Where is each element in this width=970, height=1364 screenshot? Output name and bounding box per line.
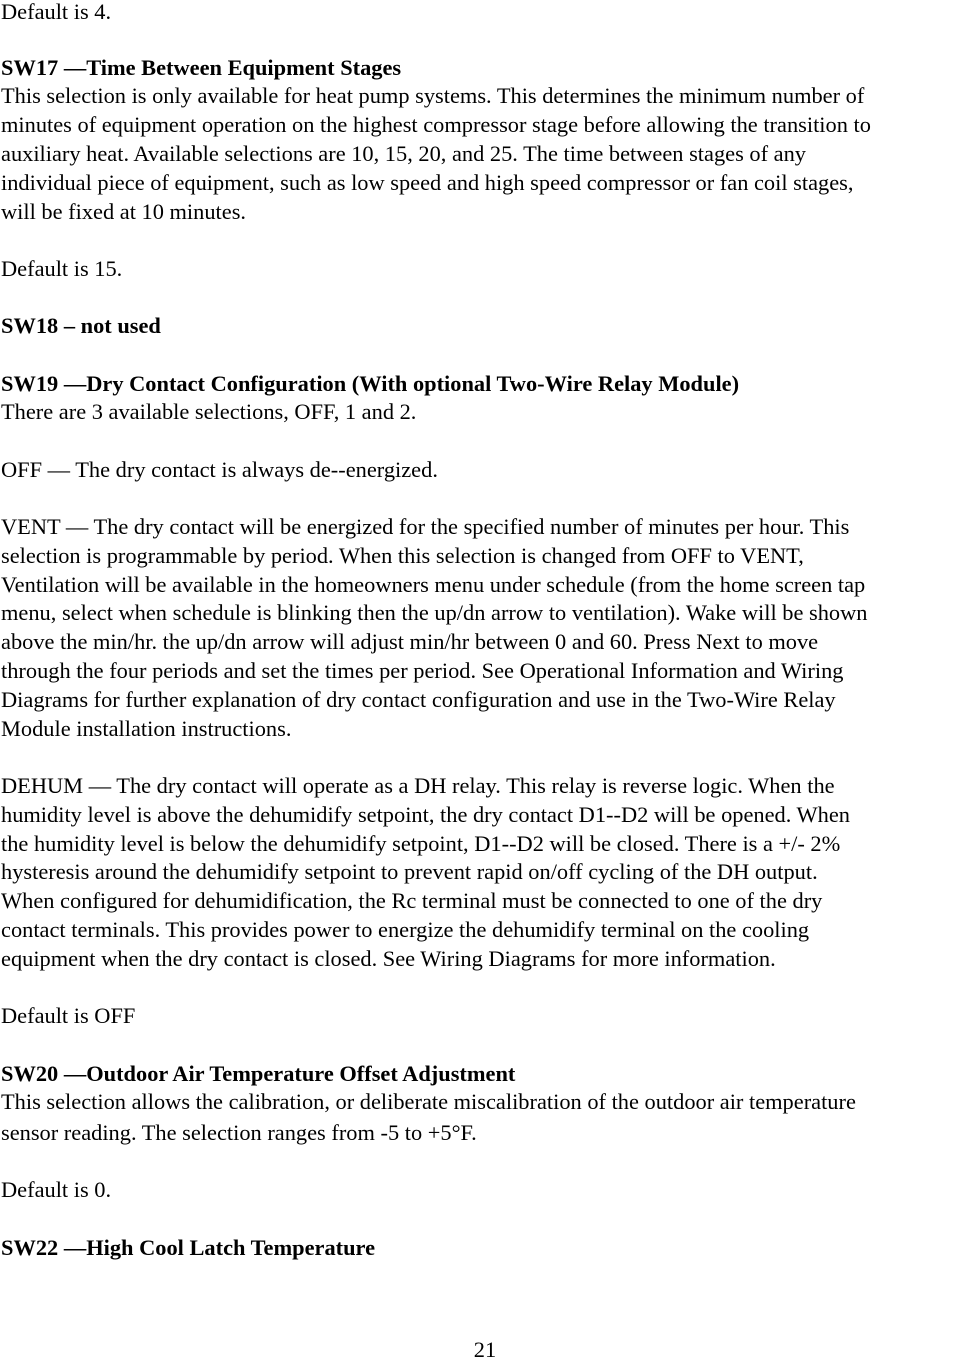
- text-line: contact terminals. This provides power to energize the dehumidify terminal on the cooling: [1, 917, 810, 942]
- text-line: VENT — The dry contact will be energized for the specified number of minutes per hour. This: [1, 514, 850, 539]
- text-line: Module installation instructions.: [1, 716, 292, 741]
- section-heading: SW20 —Outdoor Air Temperature Offset Adjustment: [1, 1061, 516, 1086]
- text-line: This selection allows the calibration, or deliberate miscalibration of the outdoor air temperature: [1, 1089, 856, 1114]
- section-heading: SW22 —High Cool Latch Temperature: [1, 1235, 376, 1260]
- text-line: the humidity level is below the dehumidify setpoint, D1--D2 will be closed. There is a +/- 2%: [1, 831, 841, 856]
- section-heading: SW19 —Dry Contact Configuration (With optional Two-Wire Relay Module): [1, 371, 740, 396]
- text-line: will be fixed at 10 minutes.: [1, 199, 247, 224]
- page-number: 21: [473, 1337, 497, 1362]
- text-line: through the four periods and set the times per period. See Operational Information and Wiring: [1, 658, 844, 683]
- text-line: humidity level is above the dehumidify setpoint, the dry contact D1--D2 will be opened. When: [1, 802, 850, 827]
- text-line: selection is programmable by period. When this selection is changed from OFF to VENT,: [1, 543, 804, 568]
- section-heading: SW18 – not used: [1, 313, 161, 338]
- text-line: menu, select when schedule is blinking then the up/dn arrow to ventilation). Wake will be shown: [1, 600, 868, 625]
- text-line: individual piece of equipment, such as low speed and high speed compressor or fan coil stages,: [1, 170, 854, 195]
- text-line: equipment when the dry contact is closed. See Wiring Diagrams for more information.: [1, 946, 776, 971]
- text-line: Diagrams for further explanation of dry contact configuration and use in the Two-Wire Relay: [1, 687, 836, 712]
- text-line: Default is 0.: [1, 1177, 112, 1202]
- text-line: minutes of equipment operation on the highest compressor stage before allowing the transition to: [1, 112, 871, 137]
- text-line: Default is 15.: [1, 256, 123, 281]
- text-line: This selection is only available for heat pump systems. This determines the minimum number of: [1, 83, 865, 108]
- text-line: Ventilation will be available in the homeowners menu under schedule (from the home screen tap: [1, 572, 866, 597]
- text-line: Default is OFF: [1, 1003, 136, 1028]
- text-line: hysteresis around the dehumidify setpoint to prevent rapid on/off cycling of the DH output.: [1, 859, 818, 884]
- text-line: above the min/hr. the up/dn arrow will adjust min/hr between 0 and 60. Press Next to move: [1, 629, 819, 654]
- text-line: When configured for dehumidification, the Rc terminal must be connected to one of the dry: [1, 888, 823, 913]
- text-line: DEHUM — The dry contact will operate as a DH relay. This relay is reverse logic. When the: [1, 773, 835, 798]
- text-line: sensor reading. The selection ranges from -5 to +5°F.: [1, 1120, 477, 1145]
- text-line: auxiliary heat. Available selections are 10, 15, 20, and 25. The time between stages of any: [1, 141, 806, 166]
- section-heading: SW17 —Time Between Equipment Stages: [1, 55, 402, 80]
- text-line: OFF — The dry contact is always de--energized.: [1, 457, 438, 482]
- text-line: There are 3 available selections, OFF, 1 and 2.: [1, 399, 417, 424]
- text-line: Default is 4.: [1, 0, 112, 24]
